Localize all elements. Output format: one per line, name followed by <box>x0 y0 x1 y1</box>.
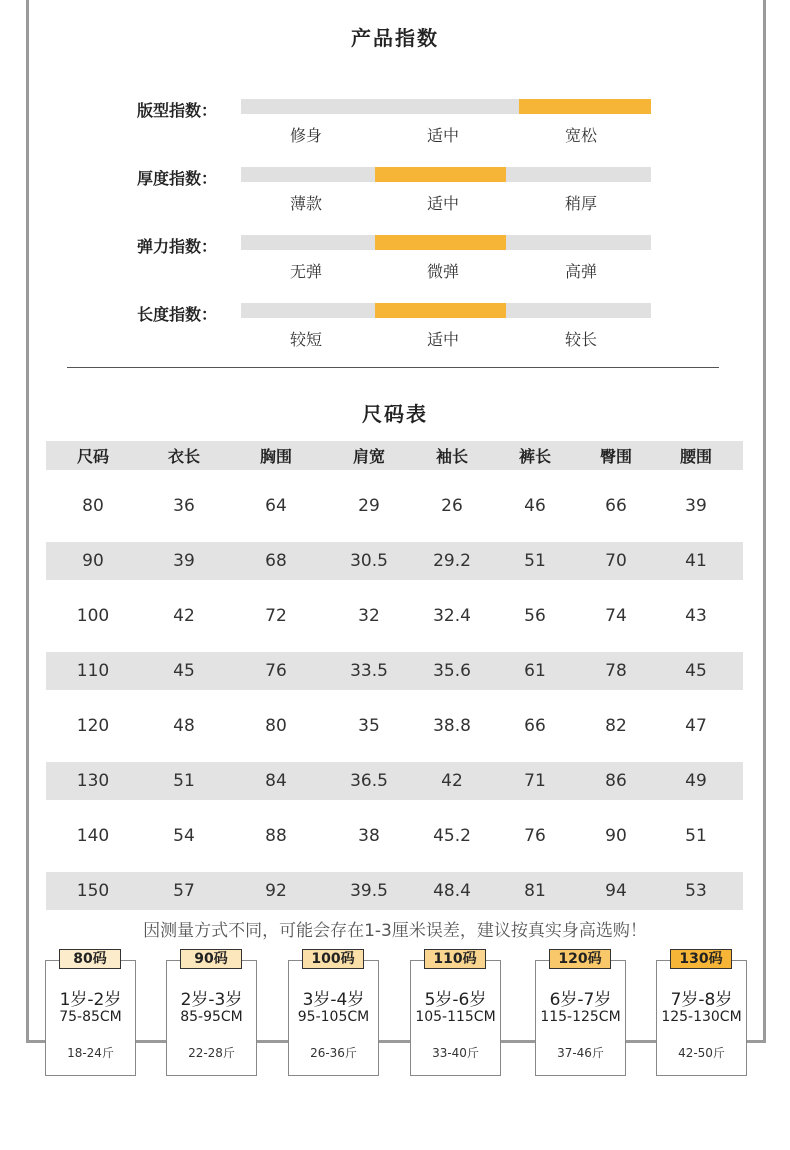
table-cell: 48 <box>173 716 195 736</box>
table-cell: 51 <box>173 771 195 791</box>
size-card <box>45 960 136 1076</box>
table-cell: 100 <box>76 606 110 626</box>
table-cell: 42 <box>441 771 463 791</box>
table-cell: 78 <box>605 661 627 681</box>
index-row <box>0 234 790 294</box>
table-cell: 76 <box>265 661 287 681</box>
table-cell: 76 <box>524 826 546 846</box>
size-card <box>288 960 379 1076</box>
index-option: 适中 <box>426 194 459 213</box>
table-cell: 82 <box>605 716 627 736</box>
index-option: 微弹 <box>426 262 459 281</box>
table-cell: 66 <box>605 496 627 516</box>
table-cell: 90 <box>82 551 104 571</box>
index-label: 厚度指数： <box>137 169 218 188</box>
table-row <box>46 542 743 580</box>
table-cell: 38.8 <box>433 716 471 736</box>
index-scale-bar <box>241 303 651 318</box>
table-cell: 61 <box>524 661 546 681</box>
size-card-tag: 120码 <box>549 949 611 969</box>
product-index-title: 产品指数 <box>351 26 439 50</box>
table-cell: 35 <box>358 716 380 736</box>
table-cell: 30.5 <box>350 551 388 571</box>
table-cell: 88 <box>265 826 287 846</box>
card-height: 75-85CM <box>59 1009 122 1025</box>
table-header-cell: 裤长 <box>518 447 551 466</box>
table-cell: 54 <box>173 826 195 846</box>
frame-border-bottom <box>26 1040 766 1043</box>
table-cell: 94 <box>605 881 627 901</box>
table-cell: 38 <box>358 826 380 846</box>
index-scale-bar <box>241 167 651 182</box>
index-label: 版型指数： <box>137 101 218 120</box>
table-header-cell: 尺码 <box>76 447 109 466</box>
table-cell: 68 <box>265 551 287 571</box>
table-cell: 130 <box>76 771 110 791</box>
table-cell: 32.4 <box>433 606 471 626</box>
index-selected-segment <box>375 235 506 250</box>
card-age: 1岁-2岁 <box>59 990 122 1010</box>
card-height: 115-125CM <box>540 1009 621 1025</box>
size-card <box>535 960 626 1076</box>
table-cell: 140 <box>76 826 110 846</box>
table-cell: 72 <box>265 606 287 626</box>
table-cell: 57 <box>173 881 195 901</box>
table-cell: 84 <box>265 771 287 791</box>
table-header-cell: 袖长 <box>435 447 468 466</box>
table-cell: 46 <box>524 496 546 516</box>
size-card-tag: 90码 <box>180 949 242 969</box>
table-cell: 120 <box>76 716 110 736</box>
size-card-tag: 80码 <box>59 949 121 969</box>
table-cell: 29 <box>358 496 380 516</box>
index-option: 稍厚 <box>564 194 597 213</box>
size-chart-title: 尺码表 <box>362 402 428 426</box>
table-cell: 92 <box>265 881 287 901</box>
table-row <box>46 872 743 910</box>
table-cell: 48.4 <box>433 881 471 901</box>
index-selected-segment <box>375 303 506 318</box>
card-age: 6岁-7岁 <box>549 990 612 1010</box>
table-cell: 51 <box>524 551 546 571</box>
index-selected-segment <box>519 99 651 114</box>
card-height: 125-130CM <box>661 1009 742 1025</box>
table-cell: 41 <box>685 551 707 571</box>
table-cell: 36 <box>173 496 195 516</box>
table-header-cell: 衣长 <box>167 447 200 466</box>
table-header-cell: 臀围 <box>599 447 632 466</box>
index-scale-bar <box>241 99 651 114</box>
index-option: 高弹 <box>564 262 597 281</box>
table-row <box>46 762 743 800</box>
index-scale-bar <box>241 235 651 250</box>
size-card-tag: 100码 <box>302 949 364 969</box>
table-cell: 36.5 <box>350 771 388 791</box>
table-cell: 90 <box>605 826 627 846</box>
table-cell: 64 <box>265 496 287 516</box>
table-cell: 43 <box>685 606 707 626</box>
card-weight: 33-40斤 <box>432 1046 479 1060</box>
table-cell: 35.6 <box>433 661 471 681</box>
index-row <box>0 166 790 226</box>
size-card-tag: 130码 <box>670 949 732 969</box>
table-cell: 39 <box>685 496 707 516</box>
card-height: 85-95CM <box>180 1009 243 1025</box>
size-card-tag: 110码 <box>424 949 486 969</box>
card-height: 105-115CM <box>415 1009 496 1025</box>
table-header-row <box>46 441 743 470</box>
size-card <box>410 960 501 1076</box>
index-label: 弹力指数： <box>137 237 218 256</box>
index-option: 宽松 <box>564 126 597 145</box>
table-cell: 53 <box>685 881 707 901</box>
measurement-note: 因测量方式不同，可能会存在1-3厘米误差，建议按真实身高选购！ <box>143 921 647 941</box>
table-cell: 39.5 <box>350 881 388 901</box>
table-cell: 80 <box>265 716 287 736</box>
table-cell: 42 <box>173 606 195 626</box>
table-cell: 81 <box>524 881 546 901</box>
table-cell: 71 <box>524 771 546 791</box>
index-option: 适中 <box>426 126 459 145</box>
index-option: 适中 <box>426 330 459 349</box>
index-label: 长度指数： <box>137 305 218 324</box>
card-age: 7岁-8岁 <box>670 990 733 1010</box>
index-option: 薄款 <box>289 194 322 213</box>
section-divider <box>67 367 719 368</box>
table-cell: 66 <box>524 716 546 736</box>
table-cell: 80 <box>82 496 104 516</box>
table-cell: 45 <box>685 661 707 681</box>
size-table <box>46 441 743 910</box>
card-weight: 22-28斤 <box>188 1046 235 1060</box>
table-header-cell: 胸围 <box>259 447 292 466</box>
table-cell: 33.5 <box>350 661 388 681</box>
table-row <box>46 800 743 872</box>
table-cell: 56 <box>524 606 546 626</box>
card-weight: 26-36斤 <box>310 1046 357 1060</box>
index-row <box>0 302 790 362</box>
table-cell: 74 <box>605 606 627 626</box>
card-height: 95-105CM <box>297 1009 370 1025</box>
index-row <box>0 98 790 158</box>
card-weight: 42-50斤 <box>678 1046 725 1060</box>
card-weight: 18-24斤 <box>67 1046 114 1060</box>
size-card <box>166 960 257 1076</box>
table-cell: 150 <box>76 881 110 901</box>
table-header-cell: 肩宽 <box>352 447 385 466</box>
table-header-cell: 腰围 <box>679 447 712 466</box>
card-age: 5岁-6岁 <box>424 990 487 1010</box>
table-cell: 45.2 <box>433 826 471 846</box>
table-row <box>46 690 743 762</box>
table-cell: 47 <box>685 716 707 736</box>
size-card <box>656 960 747 1076</box>
index-selected-segment <box>375 167 506 182</box>
card-age: 3岁-4岁 <box>302 990 365 1010</box>
index-option: 无弹 <box>289 262 322 281</box>
index-option: 较长 <box>564 330 597 349</box>
table-cell: 51 <box>685 826 707 846</box>
table-cell: 110 <box>76 661 110 681</box>
table-cell: 29.2 <box>433 551 471 571</box>
table-row <box>46 652 743 690</box>
table-cell: 39 <box>173 551 195 571</box>
table-row <box>46 580 743 652</box>
table-cell: 32 <box>358 606 380 626</box>
table-cell: 45 <box>173 661 195 681</box>
table-cell: 70 <box>605 551 627 571</box>
index-option: 较短 <box>289 330 322 349</box>
table-cell: 49 <box>685 771 707 791</box>
index-option: 修身 <box>289 126 322 145</box>
table-cell: 86 <box>605 771 627 791</box>
card-weight: 37-46斤 <box>557 1046 604 1060</box>
table-cell: 26 <box>441 496 463 516</box>
card-age: 2岁-3岁 <box>180 990 243 1010</box>
table-row <box>46 470 743 542</box>
